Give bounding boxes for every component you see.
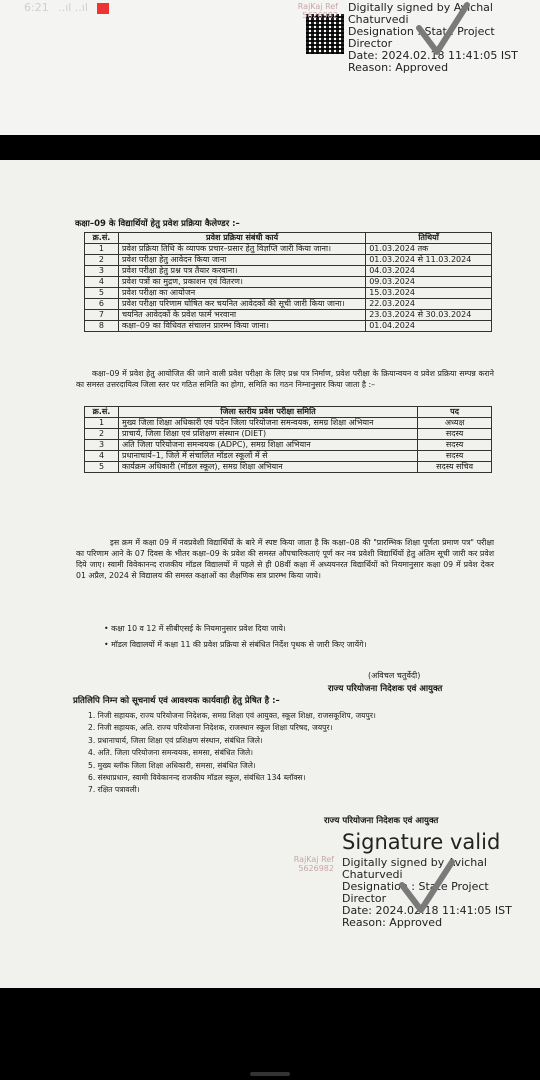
calendar-table — [84, 232, 492, 332]
table-cell: 5 — [85, 288, 119, 299]
committee-table — [84, 406, 492, 473]
table-cell: 2 — [85, 255, 119, 266]
table-cell: प्रवेश परीक्षा का आयोजन — [118, 288, 365, 299]
header-cell: तिथियाँ — [366, 233, 492, 244]
header-cell: जिला स्तरीय प्रवेश परीक्षा समिति — [118, 407, 417, 418]
table-cell: 2 — [85, 429, 119, 440]
calendar-heading: कक्षा–09 के विद्यार्थियों हेतु प्रवेश प्रक्रिया कैलेण्डर :– — [75, 219, 240, 229]
list-item: 7. रक्षित पत्रावली। — [88, 785, 140, 795]
bullet-text: कक्षा 10 व 12 में सीबीएसई के नियमानुसार प्रवेश दिया जाये। — [111, 624, 286, 633]
table-row — [85, 462, 492, 473]
rajkaj-ref-label: RajKaj Ref — [293, 855, 334, 864]
table-row — [85, 429, 492, 440]
sig-line1: Digitally signed by Avichal — [342, 856, 487, 869]
copy-designation: राज्य परियोजना निदेशक एवं आयुक्त — [324, 816, 439, 826]
header-cell: पद — [418, 407, 492, 418]
table-cell: 4 — [85, 277, 119, 288]
signature-valid-title: Signature valid — [342, 830, 501, 854]
table-cell: 1 — [85, 244, 119, 255]
table-cell: प्रधानाचार्य–1, जिले में संचालित मॉडल स्कूलों में से — [118, 451, 417, 462]
table-cell: प्रवेश परीक्षा परिणाम घोषित कर चयनित आवेदकों की सूची जारी किया जाना। — [118, 299, 365, 310]
table-header-row — [85, 233, 492, 244]
table-cell: 22.03.2024 — [366, 299, 492, 310]
table-cell: कार्यक्रम अधिकारी (मॉडल स्कूल), समग्र शिक्षा अभियान — [118, 462, 417, 473]
bullet-text: मॉडल विद्यालयों में कक्षा 11 की प्रवेश प्रक्रिया से संबंधित निर्देश पृथक से जारी किए जायेंगे। — [111, 640, 367, 649]
list-item: • मॉडल विद्यालयों में कक्षा 11 की प्रवेश प्रक्रिया से संबंधित निर्देश पृथक से जारी किए जायेंगे। — [104, 640, 367, 649]
signatory-name: (अविचल चतुर्वेदी) — [368, 671, 421, 680]
table-cell: प्रवेश पत्रों का मुद्रण, प्रकाशन एवं वितरण। — [118, 277, 365, 288]
table-cell: 04.03.2024 — [366, 266, 492, 277]
table-row — [85, 418, 492, 429]
table-cell: चयनित आवेदकों के प्रवेश फार्म भरवाना — [118, 310, 365, 321]
table-cell: 09.03.2024 — [366, 277, 492, 288]
table-cell: 6 — [85, 299, 119, 310]
qr-code — [306, 14, 344, 54]
table-cell: 01.03.2024 तक — [366, 244, 492, 255]
table-row — [85, 277, 492, 288]
list-item: 5. मुख्य ब्लॉक जिला शिक्षा अधिकारी, समसा, संबंधित जिले। — [88, 760, 256, 770]
table-cell: सदस्य — [418, 440, 492, 451]
table-cell: प्राचार्य, जिला शिक्षा एवं प्रशिक्षण संस्थान (DIET) — [118, 429, 417, 440]
checkmark-icon — [415, 2, 470, 58]
header-cell: क्र.सं. — [85, 233, 119, 244]
table-cell: 8 — [85, 321, 119, 332]
header-cell: प्रवेश प्रक्रिया संबंधी कार्य — [118, 233, 365, 244]
home-indicator — [250, 1072, 290, 1076]
table-cell: 1 — [85, 418, 119, 429]
sig-line3: Designation : State Project Director — [348, 25, 495, 50]
page-gap — [0, 135, 540, 160]
table-cell: 4 — [85, 451, 119, 462]
table-cell: 3 — [85, 266, 119, 277]
top-rajkaj-ref — [290, 2, 338, 20]
bottom-black-area — [0, 988, 540, 1080]
table-header-row — [85, 407, 492, 418]
table-row — [85, 440, 492, 451]
sig-line4: Date: 2024.02.18 11:41:05 IST — [348, 49, 518, 62]
notification-icon — [97, 3, 109, 14]
sig-line2: Chaturvedi — [348, 13, 409, 26]
table-cell: प्रवेश परीक्षा हेतु प्रश्न पत्र तैयार करवाना। — [118, 266, 365, 277]
sig-line3: Designation : State Project Director — [342, 880, 489, 905]
table-cell: प्रवेश परीक्षा हेतु आवेदन किया जाना — [118, 255, 365, 266]
sig-line4: Date: 2024.02.18 11:41:05 IST — [342, 904, 512, 917]
list-item: 6. संस्थाप्रधान, स्वामी विवेकानन्द राजकीय मॉडल स्कूल, संबंधित 134 ब्लॉक्स। — [88, 773, 306, 783]
sig-line1: Digitally signed by Avichal — [348, 1, 493, 14]
table-row — [85, 244, 492, 255]
admission-paragraph: इस क्रम में कक्षा 09 में नवप्रवेशी विद्यार्थियों के बारे में स्पष्ट किया जाता है कि कक्षा–08 की "प्रारम्भिक शिक्षा पूर्णता प्रमाण पत्र" परीक्षा का परिणाम आने के 07 दिवस के भीतर कक्षा–09 के प्रवेश की समस्त औपचारिकताएं पूर्ण कर नव प्रवेशी विद्यार्थियों हेतु अंतिम सूची जारी कर प्रवेश दिये जाए। स्वामी विवेकानन्द राजकीय मॉडल विद्यालयों में पहले से ही 08वीं कक्षा में अध्ययनरत विद्यार्थियों को नियमानुसार कक्षा 09 में प्रवेश देकर 01 अप्रैल, 2024 से विद्यालय की समस्त कक्षाओं का शैक्षणिक सत्र प्रारम्भ किया जाये। — [76, 538, 494, 580]
list-item: 2. निजी सहायक, अति. राज्य परियोजना निदेशक, राजस्थान स्कूल शिक्षा परिषद, जयपुर। — [88, 723, 333, 733]
table-cell: मुख्य जिला शिक्षा अधिकारी एवं पदेन जिला परियोजना समन्वयक, समग्र शिक्षा अभियान — [118, 418, 417, 429]
bullet-list — [104, 623, 494, 650]
rajkaj-ref-label: RajKaj Ref — [297, 2, 338, 11]
sig-line2: Chaturvedi — [342, 868, 403, 881]
rajkaj-ref-number: 5626982 — [302, 11, 338, 20]
table-cell: 7 — [85, 310, 119, 321]
status-time: 6:21 — [24, 1, 49, 14]
table-cell: कक्षा–09 का विधिवत संचालन प्रारम्भ किया जाना। — [118, 321, 365, 332]
signatory-designation: राज्य परियोजना निदेशक एवं आयुक्त — [328, 684, 443, 694]
sig-line5: Reason: Approved — [348, 61, 449, 74]
table-cell: 01.04.2024 — [366, 321, 492, 332]
table-row — [85, 310, 492, 321]
table-cell: 5 — [85, 462, 119, 473]
table-row — [85, 299, 492, 310]
list-item: 3. प्रधानाचार्य, जिला शिक्षा एवं प्रशिक्षण संस्थान, संबंधित जिले। — [88, 735, 263, 745]
list-item: 4. अति. जिला परियोजना समन्वयक, समसा, संबंधित जिले। — [88, 748, 254, 758]
table-cell: सदस्य — [418, 451, 492, 462]
table-cell: 15.03.2024 — [366, 288, 492, 299]
table-row — [85, 451, 492, 462]
table-cell: सदस्य — [418, 429, 492, 440]
table-cell: अति जिला परियोजना समन्वयक (ADPC), समग्र शिक्षा अभियान — [118, 440, 417, 451]
rajkaj-ref-number: 5626982 — [298, 864, 334, 873]
table-row — [85, 255, 492, 266]
checkmark-icon — [398, 858, 456, 916]
table-row — [85, 321, 492, 332]
list-item: 1. निजी सहायक, राज्य परियोजना निदेशक, समग्र शिक्षा एवं आयुक्त, स्कूल शिक्षा, राजसकूशिप, जयपुर। — [88, 711, 376, 720]
table-row — [85, 266, 492, 277]
sig-line5: Reason: Approved — [342, 916, 443, 929]
table-row — [85, 288, 492, 299]
table-cell: अध्यक्ष — [418, 418, 492, 429]
table-cell: सदस्य सचिव — [418, 462, 492, 473]
header-cell: क्र.सं. — [85, 407, 119, 418]
copy-list — [88, 710, 498, 797]
list-item: • कक्षा 10 व 12 में सीबीएसई के नियमानुसार प्रवेश दिया जाये। — [104, 624, 286, 633]
table-cell: प्रवेश प्रक्रिया तिथि के व्यापक प्रचार–प्रसार हेतु विज्ञप्ति जारी किया जाना। — [118, 244, 365, 255]
bottom-rajkaj-ref — [282, 855, 334, 873]
table-cell: 01.03.2024 से 11.03.2024 — [366, 255, 492, 266]
copy-heading: प्रतिलिपि निम्न को सूचनार्थ एवं आवश्यक कार्यवाही हेतु प्रेषित है :– — [73, 696, 280, 706]
committee-intro: कक्षा–09 में प्रवेश हेतु आयोजित की जाने वाली प्रवेश परीक्षा के लिए प्रश्न पत्र निर्माण, प्रवेश परीक्षा के क्रियान्वयन व प्रवेश प्रक्रिया सम्पन्न कराने का समस्त उत्तरदायित्व जिला स्तर पर गठित समिति का होगा, समिति का गठन निम्नानुसार किया जाता है :– — [76, 369, 494, 389]
table-cell: 23.03.2024 से 30.03.2024 — [366, 310, 492, 321]
signal-icon: ..ıl ..ıl — [58, 1, 88, 14]
table-cell: 3 — [85, 440, 119, 451]
